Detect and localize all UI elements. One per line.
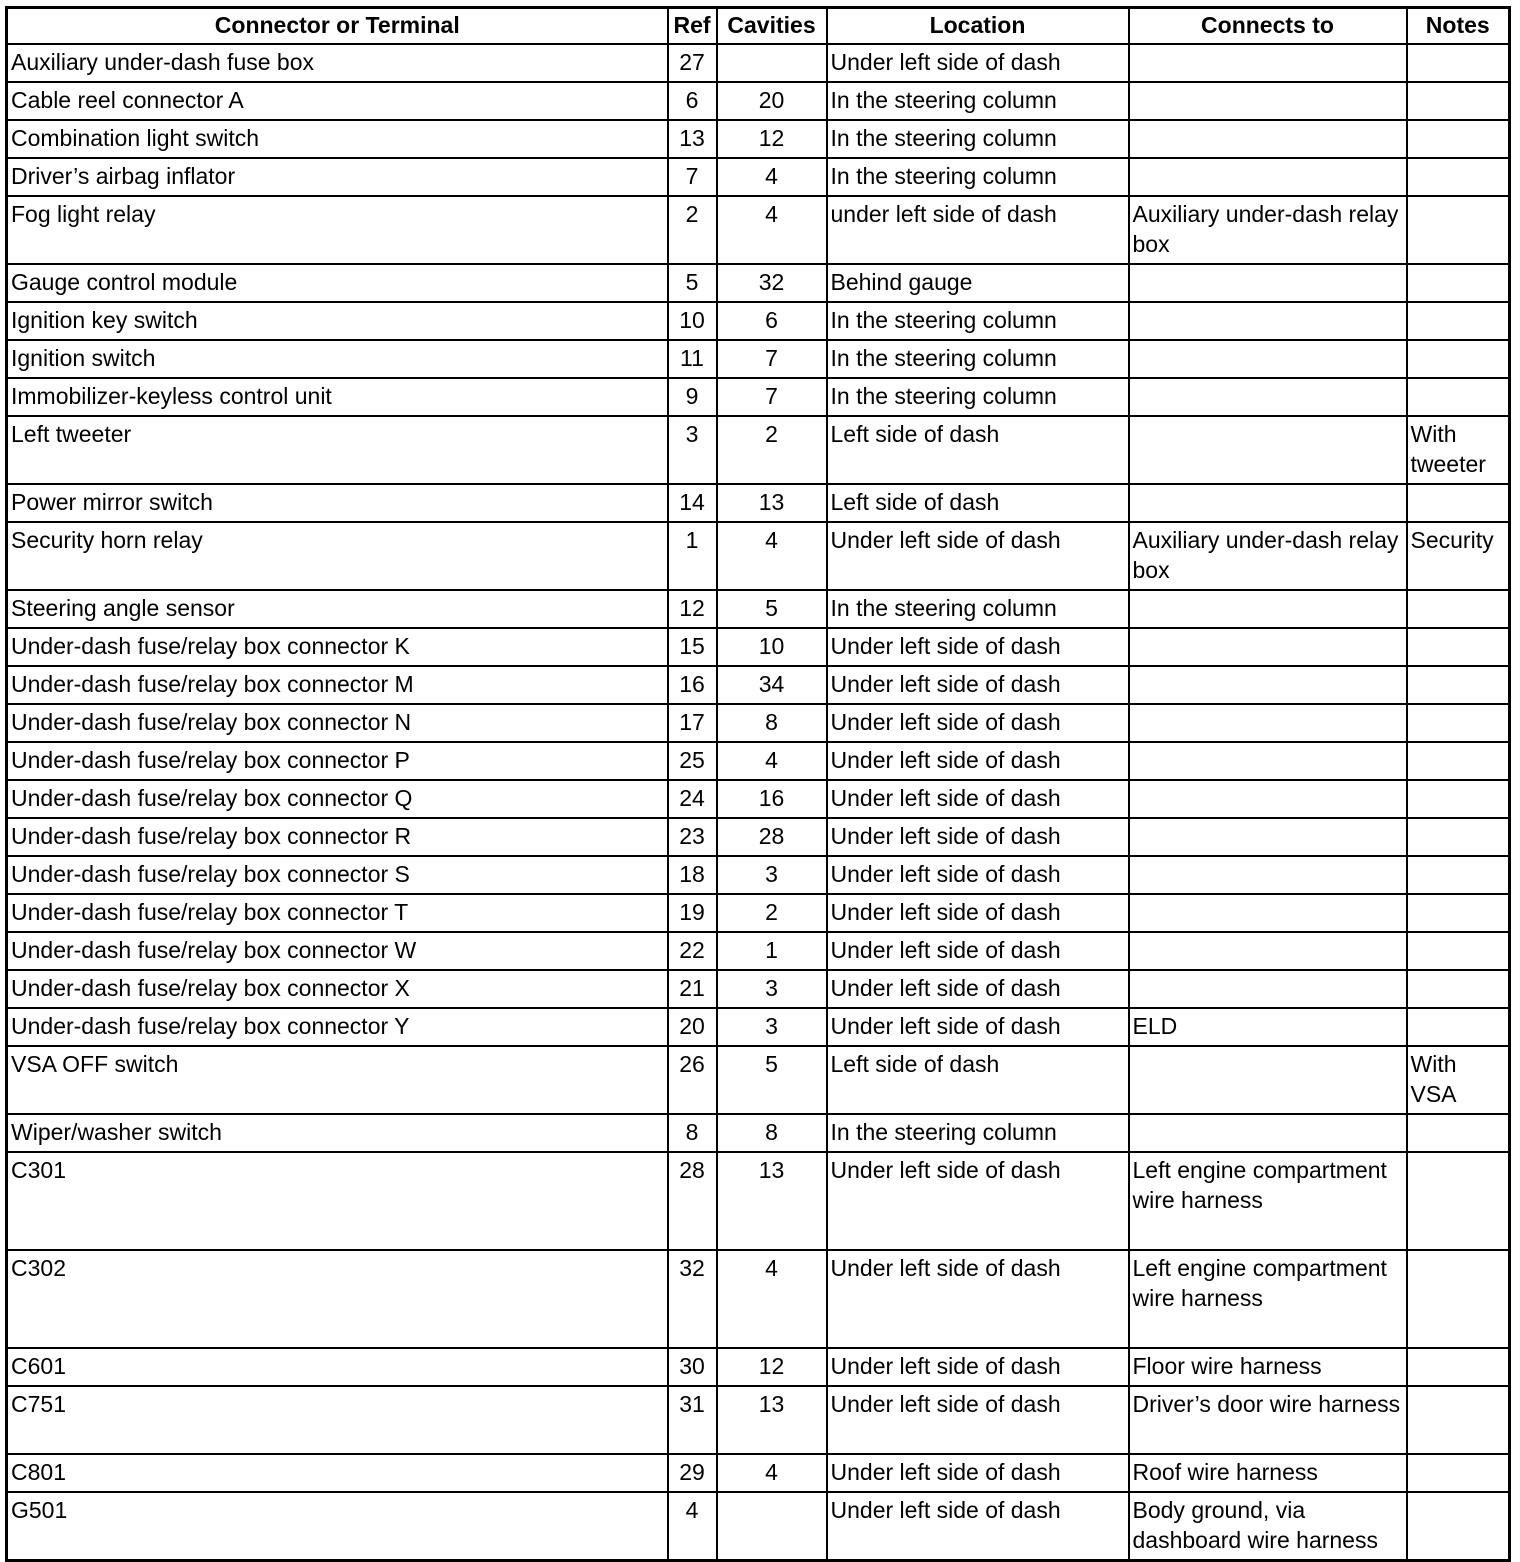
table-row (7, 82, 1510, 120)
connects-to-cell (1129, 856, 1407, 894)
cavities-cell: 4 (717, 158, 827, 196)
location-cell: Under left side of dash (827, 1250, 1129, 1348)
table-row (7, 264, 1510, 302)
cavities-cell: 3 (717, 970, 827, 1008)
location-cell: Under left side of dash (827, 1348, 1129, 1386)
connector-name-cell: Steering angle sensor (7, 590, 668, 628)
cavities-cell: 12 (717, 120, 827, 158)
cavities-cell (717, 1492, 827, 1561)
connector-name-cell: Fog light relay (7, 196, 668, 264)
ref-cell: 30 (668, 1348, 717, 1386)
ref-cell: 24 (668, 780, 717, 818)
connector-table (5, 6, 1511, 1562)
notes-cell: Security (1407, 522, 1510, 590)
ref-cell: 6 (668, 82, 717, 120)
notes-cell (1407, 196, 1510, 264)
connector-name-cell: Under-dash fuse/relay box connector N (7, 704, 668, 742)
connector-name-cell: Power mirror switch (7, 484, 668, 522)
notes-cell (1407, 856, 1510, 894)
ref-cell: 2 (668, 196, 717, 264)
connects-to-cell (1129, 302, 1407, 340)
ref-cell: 7 (668, 158, 717, 196)
cavities-cell: 16 (717, 780, 827, 818)
header-cavities: Cavities (717, 8, 827, 45)
connects-to-cell (1129, 932, 1407, 970)
notes-cell (1407, 780, 1510, 818)
table-row (7, 120, 1510, 158)
cavities-cell: 7 (717, 378, 827, 416)
header-ref: Ref (668, 8, 717, 45)
table-row (7, 970, 1510, 1008)
cavities-cell: 6 (717, 302, 827, 340)
ref-cell: 1 (668, 522, 717, 590)
connects-to-cell (1129, 44, 1407, 82)
cavities-cell: 2 (717, 416, 827, 484)
table-row (7, 590, 1510, 628)
connector-name-cell: Ignition switch (7, 340, 668, 378)
connector-name-cell: G501 (7, 1492, 668, 1561)
location-cell: Under left side of dash (827, 932, 1129, 970)
connects-to-cell (1129, 82, 1407, 120)
ref-cell: 12 (668, 590, 717, 628)
table-row (7, 1386, 1510, 1454)
table-row (7, 856, 1510, 894)
notes-cell (1407, 704, 1510, 742)
location-cell: In the steering column (827, 302, 1129, 340)
notes-cell (1407, 970, 1510, 1008)
ref-cell: 22 (668, 932, 717, 970)
ref-cell: 17 (668, 704, 717, 742)
ref-cell: 8 (668, 1114, 717, 1152)
connector-name-cell: Under-dash fuse/relay box connector S (7, 856, 668, 894)
connector-name-cell: Driver’s airbag inflator (7, 158, 668, 196)
connector-name-cell: Under-dash fuse/relay box connector Q (7, 780, 668, 818)
connector-name-cell: Under-dash fuse/relay box connector R (7, 818, 668, 856)
table-row (7, 1046, 1510, 1114)
ref-cell: 18 (668, 856, 717, 894)
notes-cell (1407, 264, 1510, 302)
table-row (7, 1250, 1510, 1348)
notes-cell: With VSA (1407, 1046, 1510, 1114)
cavities-cell: 13 (717, 1152, 827, 1250)
ref-cell: 21 (668, 970, 717, 1008)
ref-cell: 3 (668, 416, 717, 484)
cavities-cell: 13 (717, 1386, 827, 1454)
notes-cell (1407, 932, 1510, 970)
connects-to-cell: Body ground, via dashboard wire harness (1129, 1492, 1407, 1561)
header-connects-to: Connects to (1129, 8, 1407, 45)
connector-name-cell: C601 (7, 1348, 668, 1386)
notes-cell (1407, 742, 1510, 780)
cavities-cell: 1 (717, 932, 827, 970)
location-cell: Under left side of dash (827, 970, 1129, 1008)
location-cell: Under left side of dash (827, 1152, 1129, 1250)
connector-name-cell: C801 (7, 1454, 668, 1492)
location-cell: Under left side of dash (827, 1492, 1129, 1561)
notes-cell (1407, 1250, 1510, 1348)
connects-to-cell: Floor wire harness (1129, 1348, 1407, 1386)
connector-name-cell: Under-dash fuse/relay box connector K (7, 628, 668, 666)
table-row (7, 932, 1510, 970)
connects-to-cell (1129, 484, 1407, 522)
table-row (7, 894, 1510, 932)
table-row (7, 818, 1510, 856)
location-cell: Under left side of dash (827, 856, 1129, 894)
notes-cell (1407, 1492, 1510, 1561)
connector-name-cell: Under-dash fuse/relay box connector Y (7, 1008, 668, 1046)
table-row (7, 340, 1510, 378)
table-row (7, 378, 1510, 416)
notes-cell: With tweeter (1407, 416, 1510, 484)
location-cell: Under left side of dash (827, 1386, 1129, 1454)
notes-cell (1407, 590, 1510, 628)
location-cell: In the steering column (827, 120, 1129, 158)
connector-name-cell: C751 (7, 1386, 668, 1454)
connects-to-cell (1129, 158, 1407, 196)
location-cell: Under left side of dash (827, 1008, 1129, 1046)
table-row (7, 666, 1510, 704)
cavities-cell: 4 (717, 1454, 827, 1492)
notes-cell (1407, 340, 1510, 378)
location-cell: Under left side of dash (827, 894, 1129, 932)
notes-cell (1407, 818, 1510, 856)
notes-cell (1407, 44, 1510, 82)
location-cell: In the steering column (827, 82, 1129, 120)
notes-cell (1407, 666, 1510, 704)
cavities-cell: 3 (717, 856, 827, 894)
notes-cell (1407, 484, 1510, 522)
connects-to-cell (1129, 780, 1407, 818)
connects-to-cell (1129, 628, 1407, 666)
notes-cell (1407, 894, 1510, 932)
notes-cell (1407, 158, 1510, 196)
table-row (7, 44, 1510, 82)
location-cell: In the steering column (827, 590, 1129, 628)
table-row (7, 302, 1510, 340)
location-cell: In the steering column (827, 378, 1129, 416)
table-body (7, 44, 1510, 1561)
ref-cell: 16 (668, 666, 717, 704)
cavities-cell: 32 (717, 264, 827, 302)
notes-cell (1407, 1114, 1510, 1152)
location-cell: Left side of dash (827, 484, 1129, 522)
ref-cell: 20 (668, 1008, 717, 1046)
ref-cell: 27 (668, 44, 717, 82)
connects-to-cell (1129, 666, 1407, 704)
connects-to-cell (1129, 120, 1407, 158)
ref-cell: 31 (668, 1386, 717, 1454)
cavities-cell: 4 (717, 196, 827, 264)
notes-cell (1407, 1008, 1510, 1046)
notes-cell (1407, 628, 1510, 666)
location-cell: Under left side of dash (827, 44, 1129, 82)
cavities-cell: 2 (717, 894, 827, 932)
notes-cell (1407, 1386, 1510, 1454)
location-cell: Under left side of dash (827, 666, 1129, 704)
ref-cell: 4 (668, 1492, 717, 1561)
connects-to-cell: Auxiliary under-dash relay box (1129, 522, 1407, 590)
notes-cell (1407, 1348, 1510, 1386)
ref-cell: 14 (668, 484, 717, 522)
location-cell: Under left side of dash (827, 780, 1129, 818)
header-location: Location (827, 8, 1129, 45)
cavities-cell: 10 (717, 628, 827, 666)
cavities-cell: 12 (717, 1348, 827, 1386)
connects-to-cell (1129, 894, 1407, 932)
table-row (7, 1492, 1510, 1561)
location-cell: In the steering column (827, 340, 1129, 378)
cavities-cell: 5 (717, 1046, 827, 1114)
ref-cell: 26 (668, 1046, 717, 1114)
connector-name-cell: VSA OFF switch (7, 1046, 668, 1114)
connects-to-cell: Auxiliary under-dash relay box (1129, 196, 1407, 264)
table-row (7, 1348, 1510, 1386)
connects-to-cell (1129, 1046, 1407, 1114)
table-row (7, 484, 1510, 522)
notes-cell (1407, 120, 1510, 158)
connector-name-cell: Immobilizer-keyless control unit (7, 378, 668, 416)
connector-name-cell: Under-dash fuse/relay box connector X (7, 970, 668, 1008)
ref-cell: 11 (668, 340, 717, 378)
cavities-cell: 4 (717, 742, 827, 780)
connector-name-cell: C301 (7, 1152, 668, 1250)
ref-cell: 9 (668, 378, 717, 416)
table-row (7, 1152, 1510, 1250)
location-cell: In the steering column (827, 1114, 1129, 1152)
connector-name-cell: Cable reel connector A (7, 82, 668, 120)
cavities-cell: 8 (717, 1114, 827, 1152)
ref-cell: 19 (668, 894, 717, 932)
connects-to-cell (1129, 704, 1407, 742)
table-row (7, 416, 1510, 484)
location-cell: Under left side of dash (827, 1454, 1129, 1492)
cavities-cell: 13 (717, 484, 827, 522)
connects-to-cell (1129, 416, 1407, 484)
location-cell: under left side of dash (827, 196, 1129, 264)
connector-name-cell: Wiper/washer switch (7, 1114, 668, 1152)
connects-to-cell: Driver’s door wire harness (1129, 1386, 1407, 1454)
connector-name-cell: Under-dash fuse/relay box connector M (7, 666, 668, 704)
table-row (7, 196, 1510, 264)
table-row (7, 522, 1510, 590)
connects-to-cell (1129, 742, 1407, 780)
connects-to-cell: Left engine compartment wire harness (1129, 1152, 1407, 1250)
connector-name-cell: C302 (7, 1250, 668, 1348)
connector-name-cell: Security horn relay (7, 522, 668, 590)
connects-to-cell: Roof wire harness (1129, 1454, 1407, 1492)
ref-cell: 13 (668, 120, 717, 158)
ref-cell: 5 (668, 264, 717, 302)
cavities-cell: 8 (717, 704, 827, 742)
ref-cell: 10 (668, 302, 717, 340)
notes-cell (1407, 302, 1510, 340)
connects-to-cell (1129, 378, 1407, 416)
notes-cell (1407, 378, 1510, 416)
connector-name-cell: Under-dash fuse/relay box connector P (7, 742, 668, 780)
ref-cell: 28 (668, 1152, 717, 1250)
table-row (7, 158, 1510, 196)
location-cell: In the steering column (827, 158, 1129, 196)
connector-name-cell: Gauge control module (7, 264, 668, 302)
connector-name-cell: Left tweeter (7, 416, 668, 484)
location-cell: Under left side of dash (827, 742, 1129, 780)
cavities-cell: 3 (717, 1008, 827, 1046)
ref-cell: 29 (668, 1454, 717, 1492)
ref-cell: 25 (668, 742, 717, 780)
location-cell: Under left side of dash (827, 628, 1129, 666)
header-notes: Notes (1407, 8, 1510, 45)
cavities-cell: 34 (717, 666, 827, 704)
connector-name-cell: Auxiliary under-dash fuse box (7, 44, 668, 82)
table-row (7, 704, 1510, 742)
cavities-cell (717, 44, 827, 82)
location-cell: Under left side of dash (827, 704, 1129, 742)
cavities-cell: 20 (717, 82, 827, 120)
header-row (7, 8, 1510, 45)
connector-name-cell: Under-dash fuse/relay box connector T (7, 894, 668, 932)
table-row (7, 628, 1510, 666)
table-row (7, 1114, 1510, 1152)
table-row (7, 1008, 1510, 1046)
notes-cell (1407, 1454, 1510, 1492)
location-cell: Left side of dash (827, 416, 1129, 484)
connects-to-cell (1129, 1114, 1407, 1152)
notes-cell (1407, 1152, 1510, 1250)
connects-to-cell: ELD (1129, 1008, 1407, 1046)
connects-to-cell (1129, 818, 1407, 856)
connector-name-cell: Under-dash fuse/relay box connector W (7, 932, 668, 970)
notes-cell (1407, 82, 1510, 120)
location-cell: Under left side of dash (827, 818, 1129, 856)
connects-to-cell (1129, 340, 1407, 378)
table-row (7, 742, 1510, 780)
connects-to-cell (1129, 970, 1407, 1008)
connects-to-cell (1129, 590, 1407, 628)
location-cell: Under left side of dash (827, 522, 1129, 590)
header-connector: Connector or Terminal (7, 8, 668, 45)
cavities-cell: 5 (717, 590, 827, 628)
ref-cell: 32 (668, 1250, 717, 1348)
cavities-cell: 28 (717, 818, 827, 856)
table-row (7, 1454, 1510, 1492)
ref-cell: 23 (668, 818, 717, 856)
location-cell: Behind gauge (827, 264, 1129, 302)
connector-name-cell: Ignition key switch (7, 302, 668, 340)
connects-to-cell: Left engine compartment wire harness (1129, 1250, 1407, 1348)
ref-cell: 15 (668, 628, 717, 666)
location-cell: Left side of dash (827, 1046, 1129, 1114)
cavities-cell: 4 (717, 1250, 827, 1348)
connects-to-cell (1129, 264, 1407, 302)
cavities-cell: 4 (717, 522, 827, 590)
connector-name-cell: Combination light switch (7, 120, 668, 158)
table-row (7, 780, 1510, 818)
cavities-cell: 7 (717, 340, 827, 378)
